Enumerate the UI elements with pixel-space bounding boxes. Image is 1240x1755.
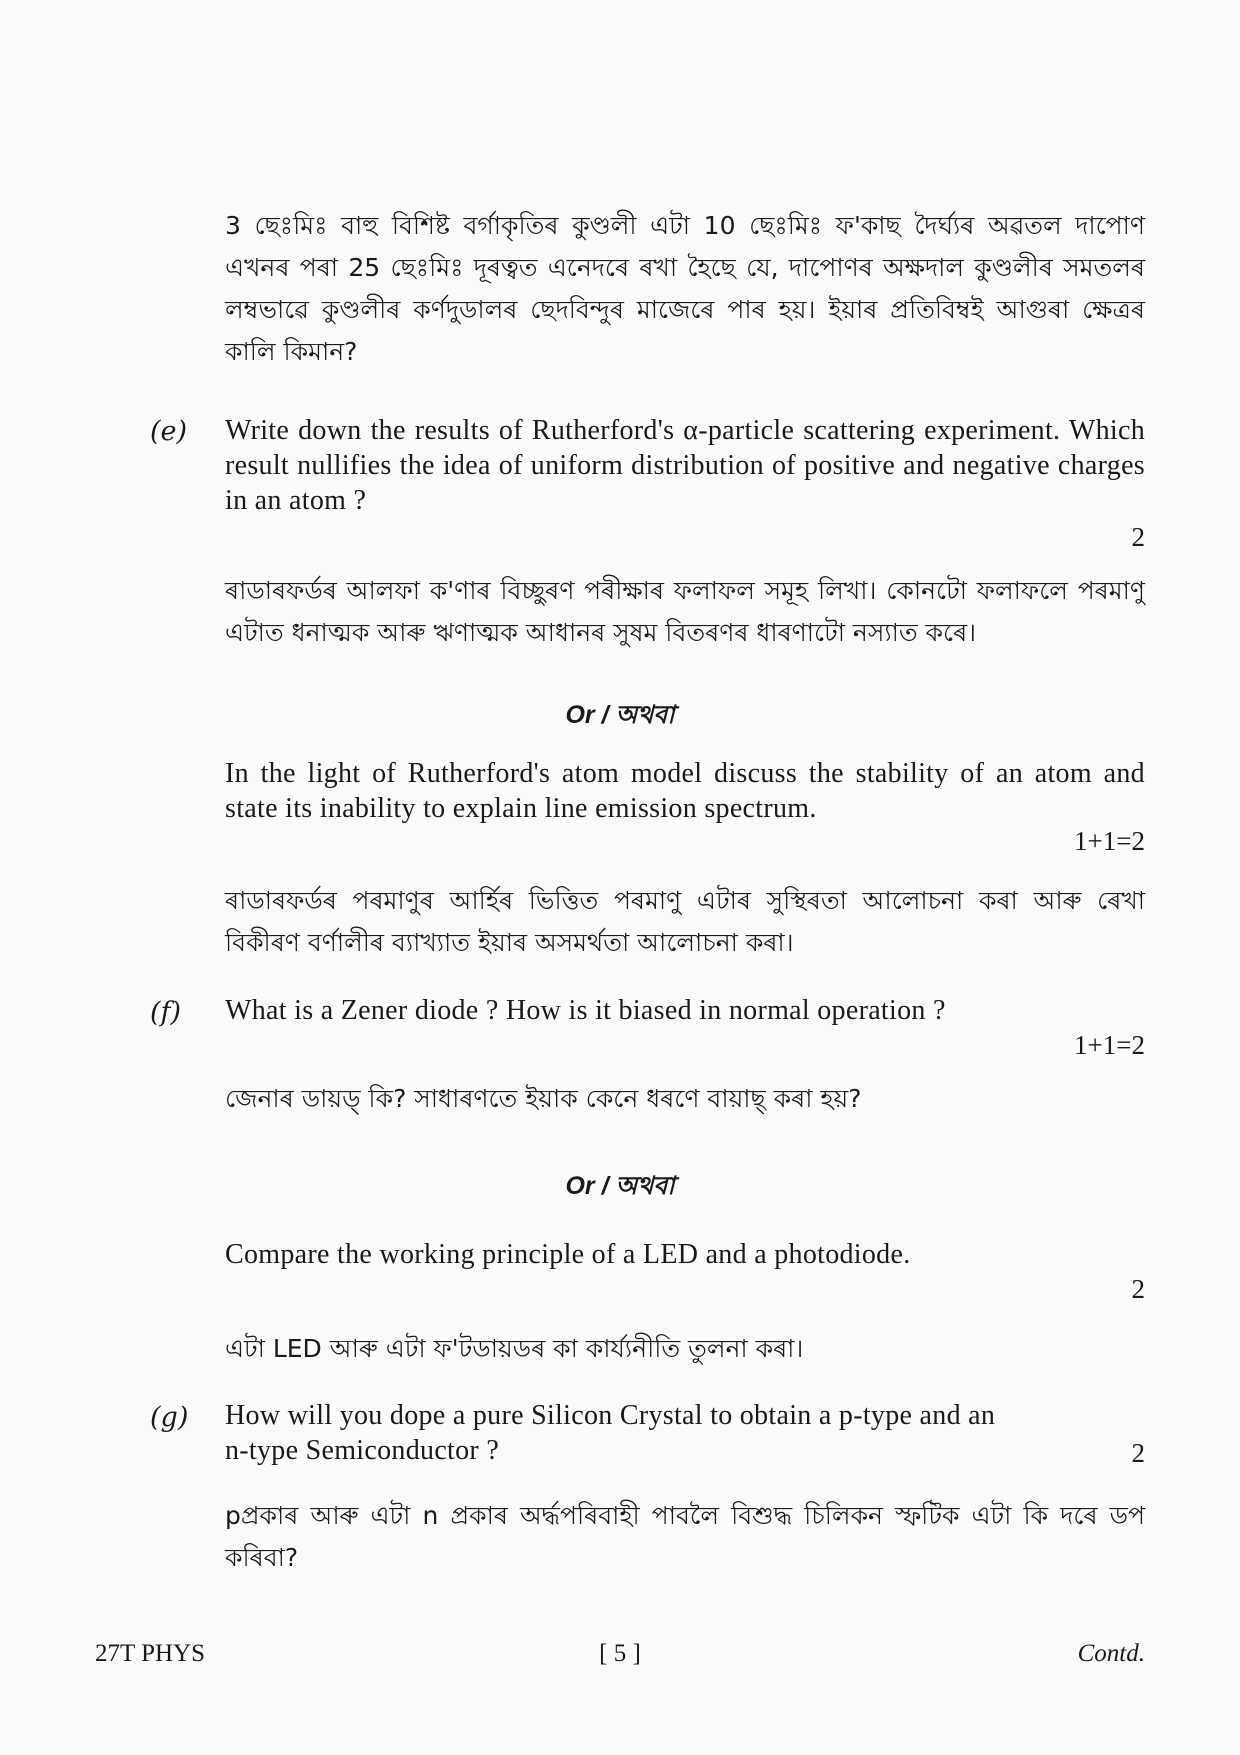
question-e-english: Write down the results of Rutherford's α-particle scattering experiment. Which result nullifies the idea of uniform distribution of positive and negative charges in an atom ? xyxy=(225,415,1145,516)
question-f-marks: 1+1=2 xyxy=(1074,1030,1145,1060)
question-g-assamese: pপ্ৰকাৰ আৰু এটা n প্ৰকাৰ অৰ্দ্ধপৰিবাহী পাবলৈ বিশুদ্ধ চিলিকন স্ফটিক এটা কি দৰে ডপ কৰিবা? xyxy=(225,1501,1145,1572)
or-divider-e: Or / অথবা xyxy=(565,701,675,729)
question-e-label: (e) xyxy=(150,416,188,447)
question-e-alt-marks: 1+1=2 xyxy=(1074,826,1145,856)
question-f-label: (f) xyxy=(150,997,182,1028)
continued-label: Contd. xyxy=(1077,1640,1145,1667)
question-g-marks: 2 xyxy=(1131,1438,1145,1468)
or-divider-f: Or / অথবা xyxy=(565,1172,675,1200)
page-number: [ 5 ] xyxy=(599,1640,641,1667)
paper-code: 27T PHYS xyxy=(95,1640,205,1667)
question-e-alt-assamese: ৰাডাৰফৰ্ডৰ পৰমাণুৰ আৰ্হিৰ ভিত্তিত পৰমাণু এটাৰ সুস্থিৰতা আলোচনা কৰা আৰু ৰেখা বিকীৰণ বৰ্ণালীৰ ব্যাখ্যাত ইয়াৰ অসমৰ্থতা আলোচনা কৰা। xyxy=(225,886,1145,957)
question-g-label: (g) xyxy=(150,1402,189,1433)
question-d-alt-assamese: 3 ছেঃমিঃ বাহু বিশিষ্ট বৰ্গাকৃতিৰ কুণ্ডলী এটা 10 ছেঃমিঃ ফ'কাছ দৈৰ্ঘ্যৰ অৱতল দাপোণ এখনৰ পৰা 25 ছেঃমিঃ দূৰত্বত এনেদৰে ৰখা হৈছে যে, দাপোণৰ অক্ষদাল কুণ্ডলীৰ সমতলৰ লম্বভাৱে কুণ্ডলীৰ কৰ্ণদুডালৰ ছেদবিন্দুৰ মাজেৰে পাৰ হয়। ইয়াৰ প্ৰতিবিম্বই আগুৰা ক্ষেত্ৰৰ কালি কিমান? xyxy=(225,211,1145,366)
question-f-alt-assamese: এটা LED আৰু এটা ফ'টডায়ডৰ কা কাৰ্য্যনীতি তুলনা কৰা। xyxy=(225,1334,804,1363)
question-f-english: What is a Zener diode ? How is it biased in normal operation ? xyxy=(225,995,946,1026)
question-e-marks: 2 xyxy=(1131,522,1145,552)
question-f-assamese: জেনাৰ ডায়ড্ কি? সাধাৰণতে ইয়াক কেনে ধৰণে বায়াছ্ কৰা হয়? xyxy=(225,1084,862,1113)
question-f-alt-english: Compare the working principle of a LED and a photodiode. xyxy=(225,1239,911,1270)
question-f-alt-marks: 2 xyxy=(1131,1274,1145,1304)
question-e-assamese: ৰাডাৰফৰ্ডৰ আলফা ক'ণাৰ বিচ্ছুৰণ পৰীক্ষাৰ ফলাফল সমূহ লিখা। কোনটো ফলাফলে পৰমাণু এটাত ধনাত্মক আৰু ঋণাত্মক আধানৰ সুষম বিতৰণৰ ধাৰণাটো নস্যাত কৰে। xyxy=(225,576,1145,647)
question-g-english: How will you dope a pure Silicon Crystal to obtain a p-type and an n-type Semiconductor ? xyxy=(225,1400,996,1466)
question-e-alt-english: In the light of Rutherford's atom model discuss the stability of an atom and state its inability to explain line emission spectrum. xyxy=(225,758,1145,824)
